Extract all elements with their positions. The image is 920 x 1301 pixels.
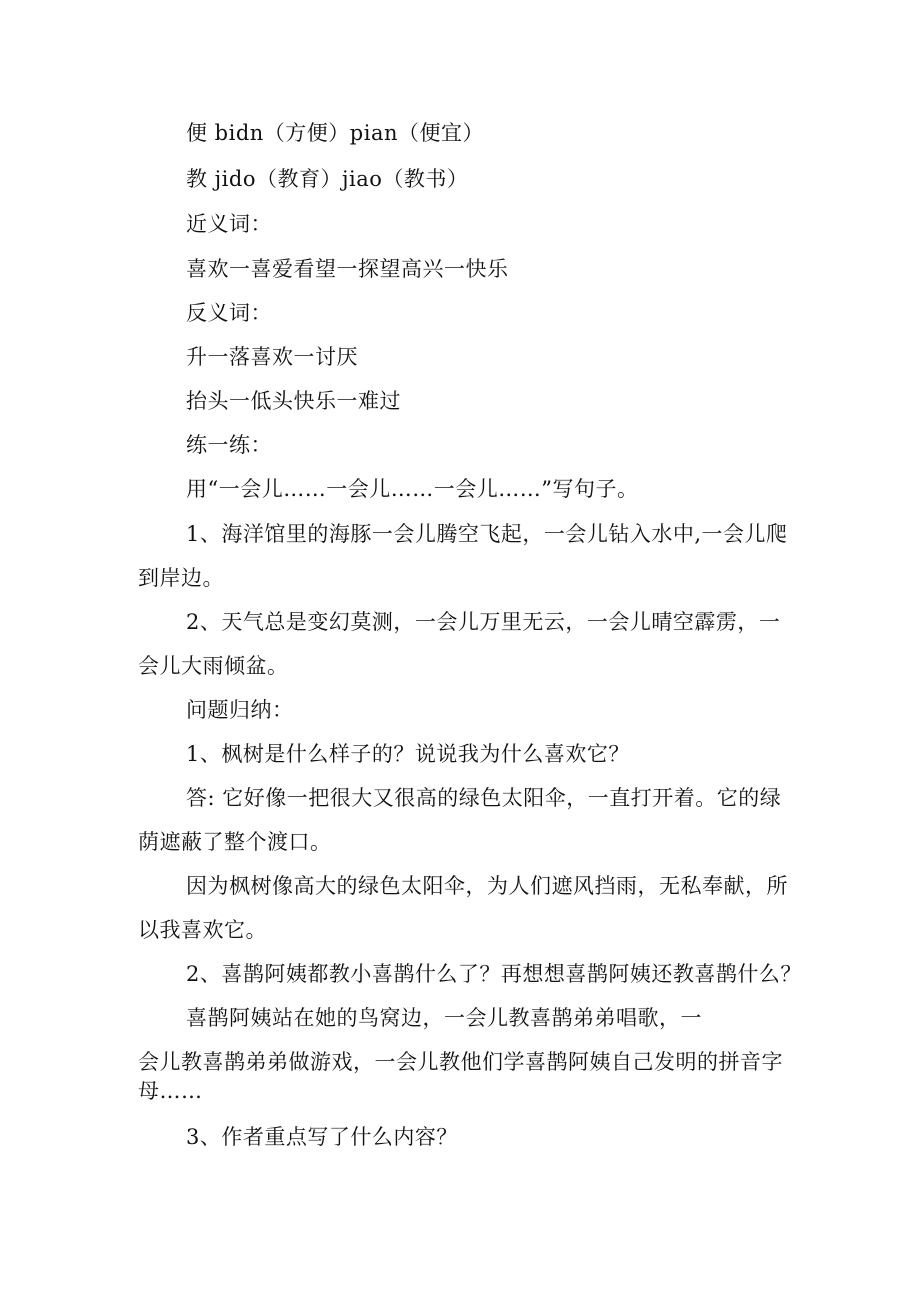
text-line-example-2-cont: 会儿大雨倾盆。: [138, 654, 289, 678]
text-line-question-3: 3、作者重点写了什么内容？: [186, 1125, 458, 1149]
text-line-question-2: 2、喜鹊阿姨都教小喜鹊什么了？再想想喜鹊阿姨还教喜鹊什么？: [186, 962, 802, 986]
text-line-answer-2: 喜鹊阿姨站在她的鸟窝边，一会儿教喜鹊弟弟唱歌，一: [186, 1006, 702, 1030]
text-line-answer-2-end: 母……: [138, 1079, 203, 1103]
text-line-antonyms-2: 抬头一低头快乐一难过: [186, 389, 401, 413]
text-line-practice-instruction: 用“一会儿……一会儿……一会儿……”写句子。: [186, 477, 639, 501]
text-line-polyphone-jiao: 教 jido（教育）jiao（教书）: [186, 167, 469, 191]
text-line-antonyms-1: 升一落喜欢一讨厌: [186, 345, 358, 369]
text-line-answer-1: 答: 它好像一把很大又很高的绿色太阳伞，一直打开着。它的绿: [186, 786, 782, 810]
text-line-example-1-cont: 到岸边。: [138, 566, 224, 590]
section-heading-synonyms: 近义词：: [186, 212, 272, 236]
section-heading-questions: 问题归纳：: [186, 698, 294, 722]
text-line-reason-1: 因为枫树像高大的绿色太阳伞，为人们遮风挡雨，无私奉献，所: [186, 874, 788, 898]
text-line-polyphone-bian: 便 bidn（方便）pian（便宜）: [186, 121, 485, 145]
text-line-example-2: 2、天气总是变幻莫测，一会儿万里无云，一会儿晴空霹雳，一: [186, 610, 781, 634]
section-heading-practice: 练一练：: [186, 433, 272, 457]
text-line-reason-1-cont: 以我喜欢它。: [138, 918, 267, 942]
text-line-question-1: 1、枫树是什么样子的？说说我为什么喜欢它？: [186, 742, 630, 766]
text-line-answer-1-cont: 荫遮蔽了整个渡口。: [138, 830, 332, 854]
text-line-answer-2-cont: 会儿教喜鹊弟弟做游戏，一会儿教他们学喜鹊阿姨自己发明的拼音字: [138, 1050, 783, 1074]
text-line-example-1: 1、海洋馆里的海豚一会儿腾空飞起，一会儿钻入水中,一会儿爬: [186, 522, 788, 546]
section-heading-antonyms: 反义词：: [186, 301, 272, 325]
text-line-synonyms: 喜欢一喜爱看望一探望高兴一快乐: [186, 257, 509, 281]
